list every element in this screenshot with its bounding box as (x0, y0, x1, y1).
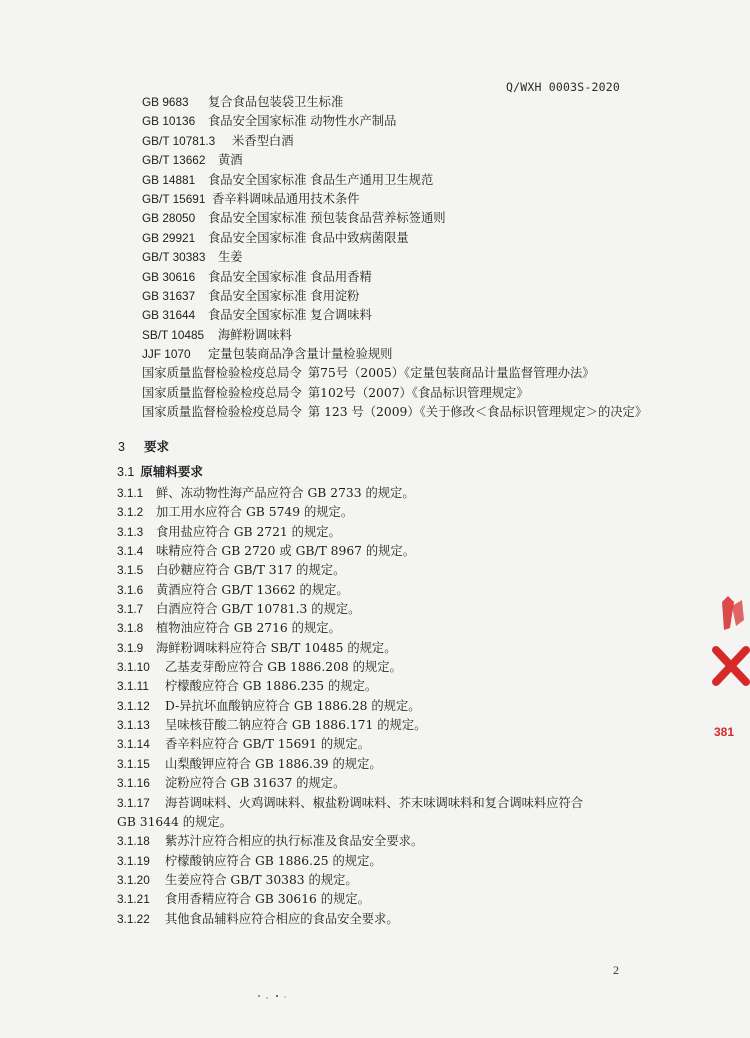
reference-title: 第75号（2005）《定量包装商品计量监督管理办法》 (307, 366, 595, 381)
item-text: 呈味核苷酸二钠应符合 GB 1886.171 的规定。 (165, 718, 427, 733)
reference-item (142, 229, 722, 248)
reference-title: 第102号（2007）《食品标识管理规定》 (307, 385, 529, 400)
list-item (117, 774, 677, 793)
item-text: 植物油应符合 GB 2716 的规定。 (156, 621, 341, 636)
item-text: 乙基麦芽酚应符合 GB 1886.208 的规定。 (165, 660, 402, 675)
reference-title: 食品安全国家标准 食品中致病菌限量 (208, 230, 409, 245)
reference-item (142, 93, 722, 112)
item-text: 食用香精应符合 GB 30616 的规定。 (165, 892, 370, 907)
list-item (117, 503, 677, 522)
item-text: 白酒应符合 GB/T 10781.3 的规定。 (156, 602, 361, 617)
requirements-list (117, 484, 677, 929)
item-number: 3.1.20 (117, 872, 150, 887)
reference-title: 复合食品包装袋卫生标准 (208, 95, 344, 109)
item-number: 3.1.13 (117, 718, 150, 733)
item-number: 3.1.1 (117, 486, 144, 500)
item-text-continuation: GB 31644 的规定。 (117, 814, 232, 829)
reference-item (142, 287, 722, 306)
reference-code: GB/T 10781.3 (142, 133, 216, 148)
item-number: 3.1.14 (117, 737, 150, 752)
list-item (117, 832, 677, 851)
reference-item (142, 326, 722, 345)
reference-title: 食品安全国家标准 复合调味料 (208, 308, 372, 323)
reference-title: 食品安全国家标准 动物性水产制品 (208, 114, 397, 129)
reference-title: 食品安全国家标准 食用淀粉 (208, 288, 360, 303)
reference-title: 食品安全国家标准 预包装食品营养标签通则 (208, 211, 446, 226)
list-item (117, 658, 677, 677)
reference-title: 定量包装商品净含量计量检验规则 (208, 347, 393, 362)
red-seal-stamp-fragment (708, 590, 750, 750)
item-number: 3.1.4 (117, 544, 144, 559)
item-text: D-异抗坏血酸钠应符合 GB 1886.28 的规定。 (165, 698, 421, 713)
reference-code: GB 30616 (142, 269, 196, 284)
reference-item (142, 209, 722, 228)
list-item (117, 639, 677, 658)
reference-item (142, 306, 722, 325)
reference-code: GB 31644 (142, 308, 196, 323)
reference-code: GB 28050 (142, 211, 196, 226)
reference-item (142, 268, 722, 287)
reference-title: 生姜 (218, 250, 243, 265)
item-number: 3.1.12 (117, 698, 150, 713)
reference-code: GB 10136 (142, 114, 196, 129)
item-number: 3.1.8 (117, 621, 144, 636)
reference-title: 海鲜粉调味料 (218, 327, 292, 342)
item-text: 白砂糖应符合 GB/T 317 的规定。 (156, 563, 346, 578)
item-text: 淀粉应符合 GB 31637 的规定。 (165, 776, 346, 791)
item-text: 海苔调味料、火鸡调味料、椒盐粉调味料、芥末味调味料和复合调味料应符合 (165, 795, 584, 810)
reference-title: 第 123 号（2009）《关于修改＜食品标识管理规定＞的决定》 (307, 405, 648, 420)
item-number: 3.1.10 (117, 660, 150, 675)
item-number: 3.1.3 (117, 524, 144, 539)
subsection-title: 原辅料要求 (140, 464, 203, 479)
item-number: 3.1.5 (117, 563, 144, 578)
reference-item (142, 112, 722, 131)
list-item (117, 852, 677, 871)
reference-code: GB 29921 (142, 230, 196, 245)
reference-code: 国家质量监督检验检疫总局令 (142, 385, 302, 400)
reference-title: 香辛料调味品通用技术条件 (212, 191, 360, 206)
page-number: 2 (613, 963, 619, 977)
list-item (117, 484, 677, 503)
item-text: 鲜、冻动物性海产品应符合 GB 2733 的规定。 (156, 486, 415, 500)
reference-code: GB 14881 (142, 172, 196, 187)
reference-code: GB/T 15691 (142, 191, 206, 206)
item-text: 海鲜粉调味料应符合 SB/T 10485 的规定。 (156, 640, 397, 655)
item-number: 3.1.16 (117, 776, 150, 791)
standard-code-header: Q/WXH 0003S-2020 (506, 80, 620, 94)
item-number: 3.1.7 (117, 602, 144, 617)
item-text: 香辛料应符合 GB/T 15691 的规定。 (165, 737, 371, 752)
item-text: 其他食品辅料应符合相应的食品安全要求。 (165, 911, 399, 926)
reference-code: 国家质量监督检验检疫总局令 (142, 405, 302, 420)
reference-title: 食品安全国家标准 食品生产通用卫生规范 (208, 172, 434, 187)
item-number: 3.1.17 (117, 795, 150, 810)
subsection-number: 3.1 (117, 465, 135, 479)
item-number: 3.1.11 (117, 679, 149, 694)
item-text: 黄酒应符合 GB/T 13662 的规定。 (156, 582, 349, 597)
list-item (117, 542, 677, 561)
reference-code: GB/T 30383 (142, 250, 206, 265)
reference-code: GB 31637 (142, 288, 196, 303)
item-number: 3.1.22 (117, 911, 150, 926)
reference-item (142, 364, 722, 383)
reference-title: 食品安全国家标准 食品用香精 (208, 269, 372, 284)
item-text: 生姜应符合 GB/T 30383 的规定。 (165, 872, 358, 887)
item-number: 3.1.15 (117, 756, 150, 771)
list-item (117, 619, 677, 638)
reference-item (142, 345, 722, 364)
item-number: 3.1.2 (117, 505, 144, 520)
list-item (117, 716, 677, 735)
normative-references-list (142, 93, 722, 423)
list-item (117, 523, 677, 542)
reference-item (142, 403, 722, 422)
list-item (117, 755, 677, 774)
reference-title: 黄酒 (218, 153, 243, 168)
reference-title: 米香型白酒 (232, 133, 294, 148)
item-number: 3.1.9 (117, 640, 144, 655)
list-item (117, 735, 677, 754)
reference-item (142, 190, 722, 209)
item-number: 3.1.19 (117, 853, 150, 868)
section-number: 3 (118, 440, 125, 454)
item-number: 3.1.21 (117, 892, 150, 907)
item-number: 3.1.6 (117, 582, 144, 597)
list-item (117, 794, 677, 833)
item-text: 味精应符合 GB 2720 或 GB/T 8967 的规定。 (156, 544, 416, 559)
item-text: 紫苏汁应符合相应的执行标准及食品安全要求。 (165, 834, 424, 849)
reference-code: JJF 1070 (142, 347, 191, 362)
list-item (117, 871, 677, 890)
reference-item (142, 132, 722, 151)
reference-item (142, 151, 722, 170)
reference-item (142, 384, 722, 403)
item-number: 3.1.18 (117, 834, 150, 849)
reference-item (142, 171, 722, 190)
list-item (117, 697, 677, 716)
reference-code: SB/T 10485 (142, 327, 205, 342)
reference-code: GB/T 13662 (142, 153, 206, 168)
list-item (117, 910, 677, 929)
list-item (117, 600, 677, 619)
list-item (117, 890, 677, 909)
item-text: 柠檬酸钠应符合 GB 1886.25 的规定。 (165, 853, 382, 868)
list-item (117, 561, 677, 580)
list-item (117, 677, 677, 696)
scan-specks (255, 990, 315, 1002)
list-item (117, 581, 677, 600)
section-title: 要求 (144, 439, 170, 454)
section-heading (118, 437, 169, 455)
item-text: 加工用水应符合 GB 5749 的规定。 (156, 505, 354, 520)
item-text: 山梨酸钾应符合 GB 1886.39 的规定。 (165, 756, 382, 771)
reference-code: GB 9683 (142, 95, 189, 109)
item-text: 柠檬酸应符合 GB 1886.235 的规定。 (165, 679, 378, 694)
stamp-fragment-text: 381 (714, 725, 735, 739)
item-text: 食用盐应符合 GB 2721 的规定。 (156, 524, 341, 539)
reference-code: 国家质量监督检验检疫总局令 (142, 366, 302, 381)
subsection-heading (117, 462, 203, 480)
reference-item (142, 248, 722, 267)
